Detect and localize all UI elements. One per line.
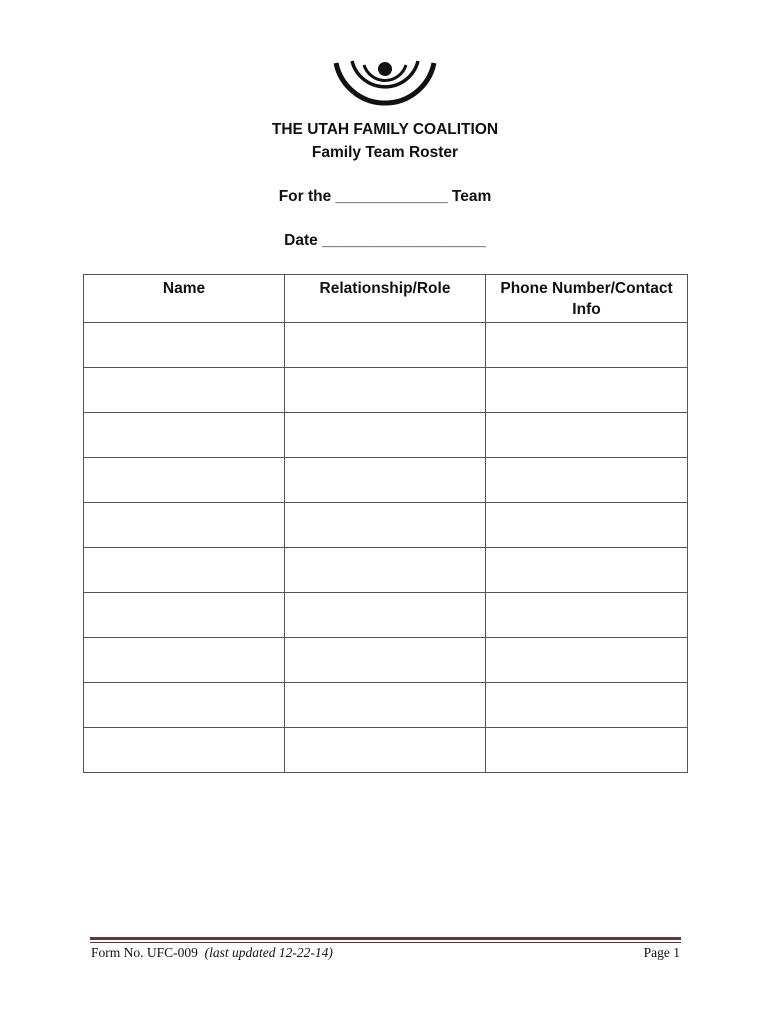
form-title: Family Team Roster [311, 144, 459, 161]
phone-cell[interactable] [486, 368, 688, 413]
name-cell[interactable] [84, 593, 285, 638]
relationship-cell[interactable] [285, 503, 486, 548]
relationship-cell[interactable] [285, 728, 486, 773]
table-row [84, 683, 688, 728]
date-field[interactable]: Date ___________________ [284, 232, 486, 249]
team-name-field[interactable]: For the _____________ Team [278, 188, 492, 205]
column-header-name: Name [84, 275, 285, 323]
footer-form-info [91, 945, 333, 961]
footer-divider [90, 937, 681, 940]
name-cell[interactable] [84, 728, 285, 773]
relationship-cell[interactable] [285, 638, 486, 683]
relationship-cell[interactable] [285, 413, 486, 458]
name-cell[interactable] [84, 368, 285, 413]
relationship-cell[interactable] [285, 458, 486, 503]
name-cell[interactable] [84, 683, 285, 728]
name-cell[interactable] [84, 458, 285, 503]
name-cell[interactable] [84, 413, 285, 458]
table-row [84, 368, 688, 413]
logo-dot [378, 62, 392, 76]
table-row [84, 323, 688, 368]
table-row [84, 413, 688, 458]
phone-cell[interactable] [486, 638, 688, 683]
footer-divider-thin [90, 942, 681, 943]
name-cell[interactable] [84, 548, 285, 593]
column-header-relationship: Relationship/Role [285, 275, 486, 323]
last-updated: (last updated 12-22-14) [204, 945, 333, 960]
phone-cell[interactable] [486, 548, 688, 593]
utah-family-coalition-logo [330, 55, 440, 125]
relationship-cell[interactable] [285, 593, 486, 638]
phone-cell[interactable] [486, 728, 688, 773]
phone-cell[interactable] [486, 683, 688, 728]
phone-cell[interactable] [486, 413, 688, 458]
phone-cell[interactable] [486, 458, 688, 503]
table-row [84, 458, 688, 503]
table-row [84, 638, 688, 683]
table-row [84, 503, 688, 548]
roster-table [83, 274, 688, 773]
relationship-cell[interactable] [285, 683, 486, 728]
table-row [84, 728, 688, 773]
column-header-phone: Phone Number/Contact Info [486, 275, 688, 323]
phone-cell[interactable] [486, 503, 688, 548]
name-cell[interactable] [84, 638, 285, 683]
phone-cell[interactable] [486, 323, 688, 368]
relationship-cell[interactable] [285, 548, 486, 593]
table-header-row [84, 275, 688, 323]
form-number: Form No. UFC-009 [91, 945, 205, 960]
relationship-cell[interactable] [285, 323, 486, 368]
relationship-cell[interactable] [285, 368, 486, 413]
name-cell[interactable] [84, 503, 285, 548]
org-name: THE UTAH FAMILY COALITION [271, 121, 499, 138]
page-number: Page 1 [643, 945, 680, 960]
table-row [84, 548, 688, 593]
name-cell[interactable] [84, 323, 285, 368]
phone-cell[interactable] [486, 593, 688, 638]
table-row [84, 593, 688, 638]
